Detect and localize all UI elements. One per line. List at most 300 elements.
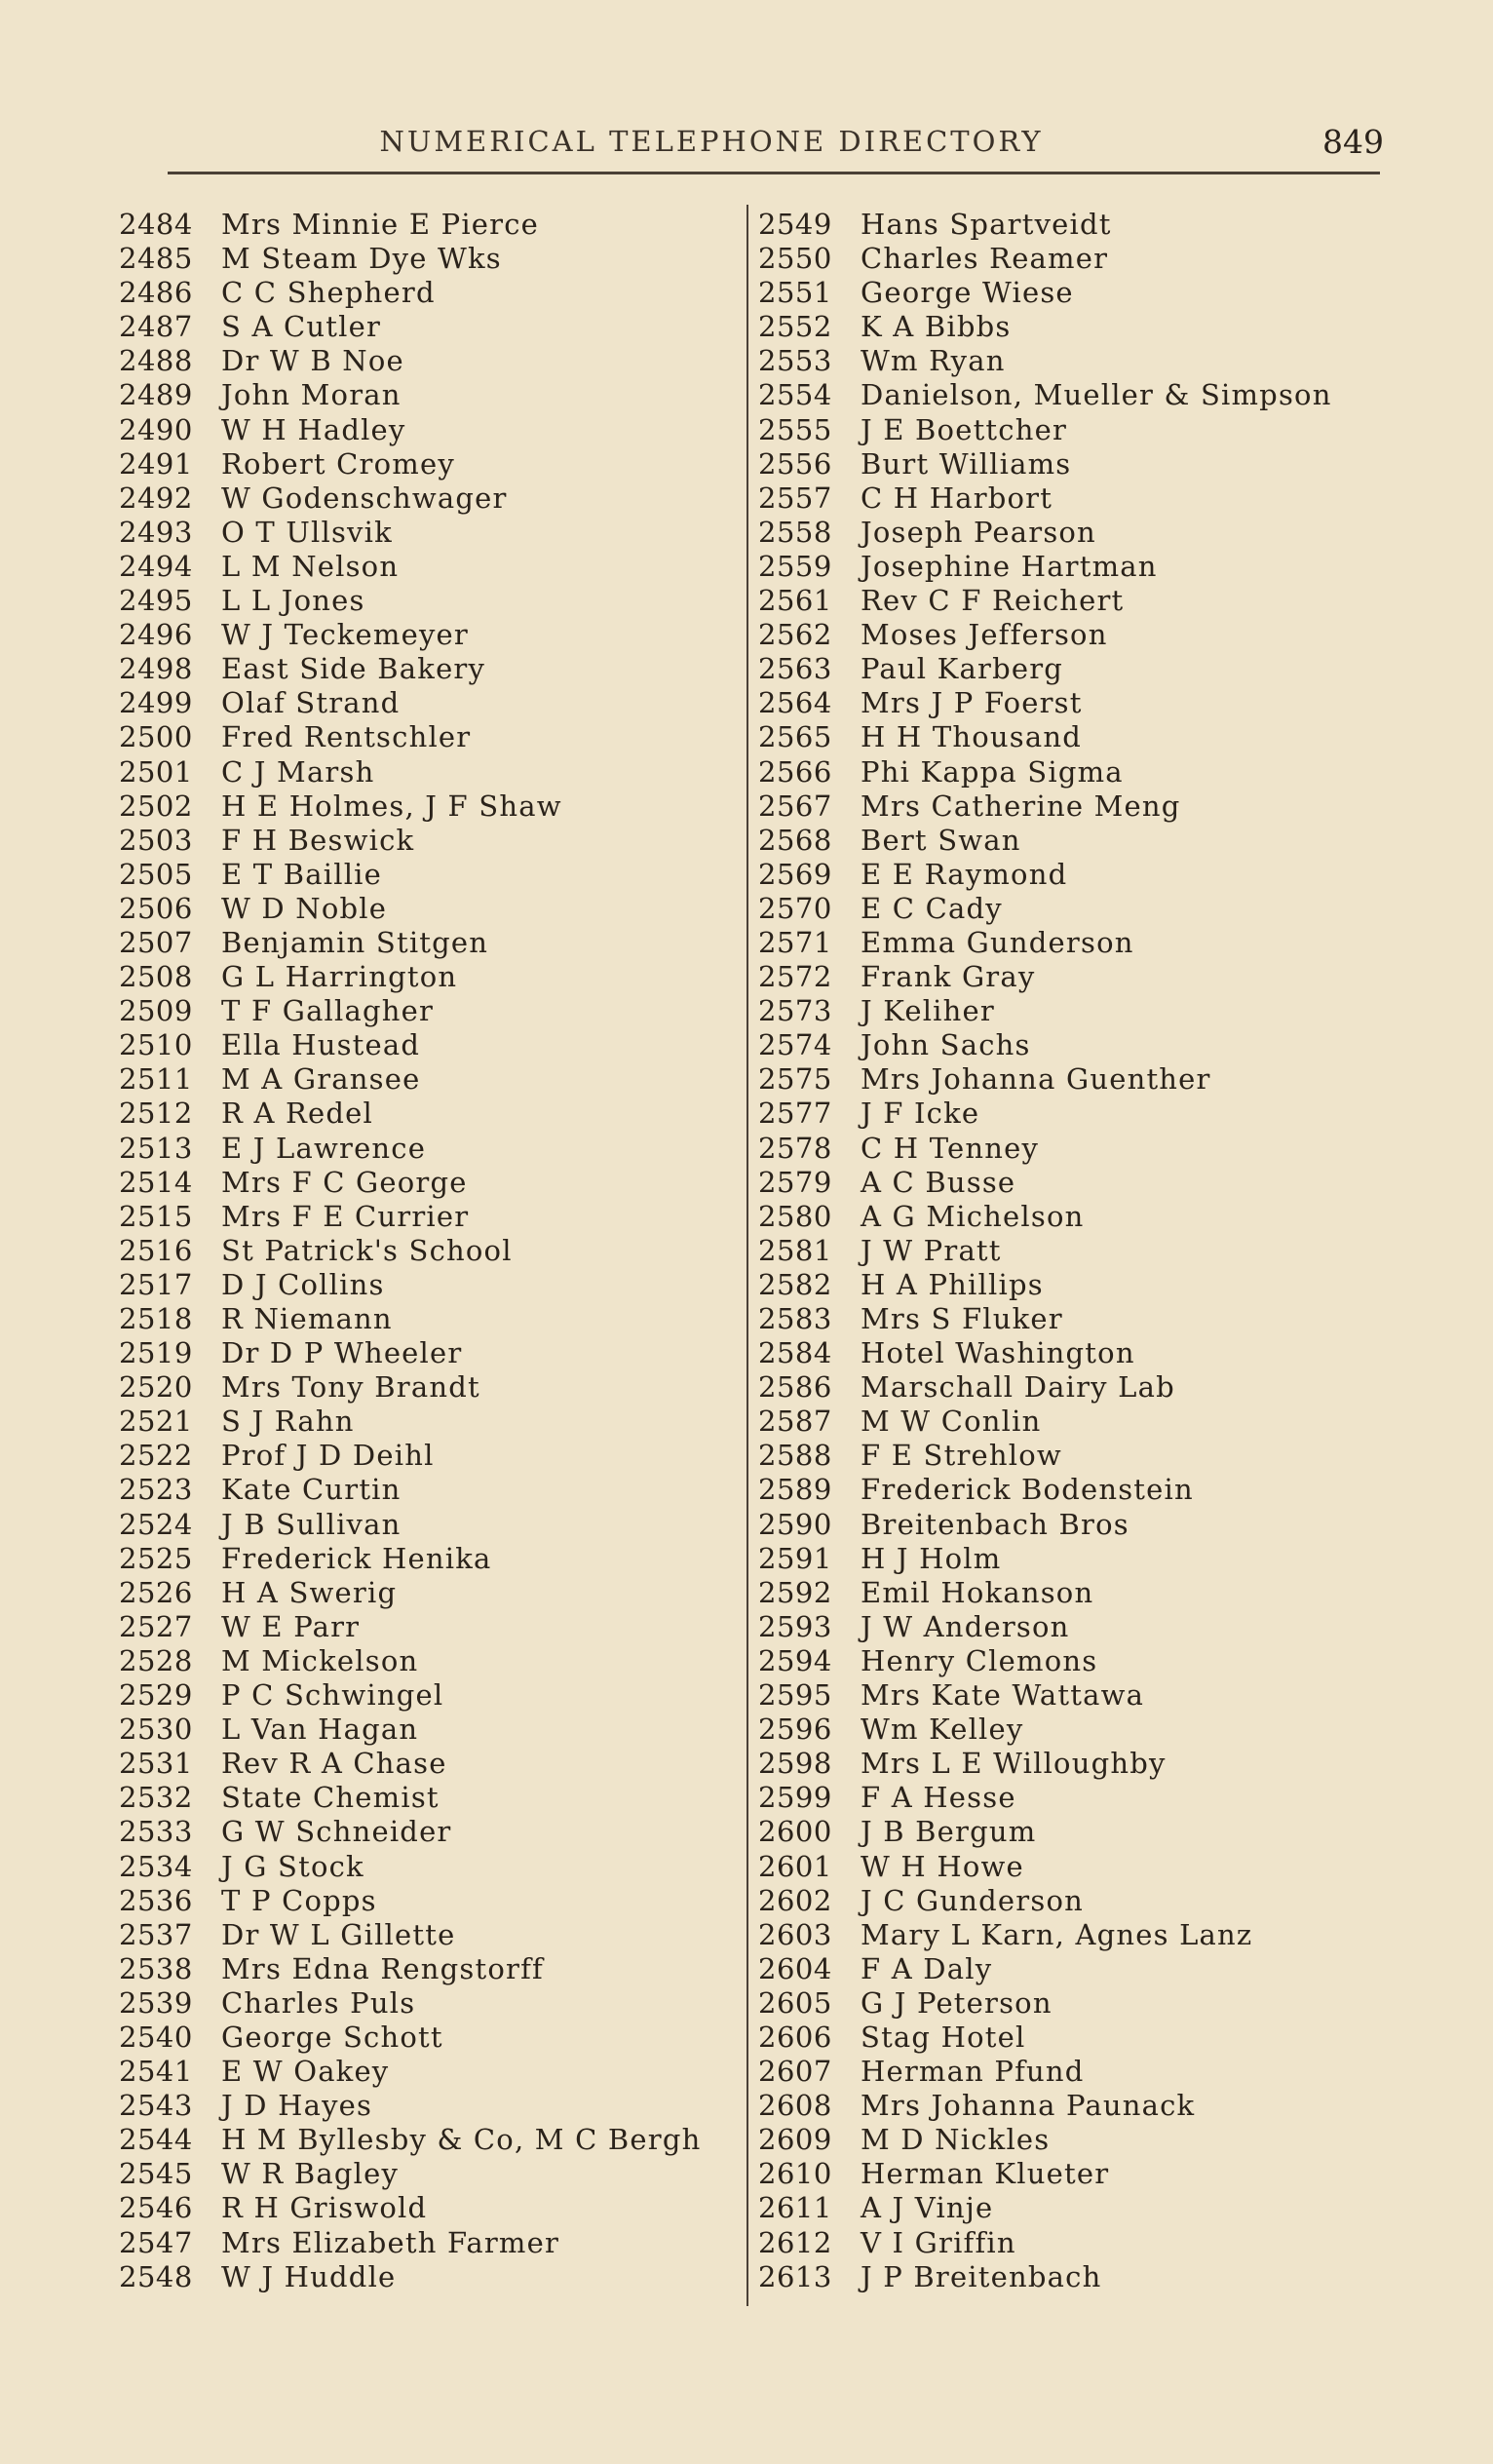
phone-number: 2606: [758, 2020, 832, 2054]
subscriber-name: Hans Spartveidt: [861, 208, 1112, 241]
directory-entry: [119, 1097, 731, 1131]
phone-number: 2539: [119, 1985, 193, 2020]
phone-number: 2507: [119, 925, 193, 959]
phone-number: 2485: [119, 242, 193, 276]
subscriber-name: Josephine Hartman: [861, 549, 1158, 583]
directory-entry: [758, 1952, 1401, 1986]
phone-number: 2613: [758, 2259, 832, 2293]
phone-number: 2505: [119, 857, 193, 891]
directory-entry: [758, 1884, 1401, 1918]
subscriber-name: J W Pratt: [861, 1233, 1002, 1267]
directory-entry: [758, 276, 1401, 310]
directory-entry: [758, 1610, 1401, 1644]
phone-number: 2540: [119, 2020, 193, 2054]
phone-number: 2610: [758, 2157, 832, 2191]
subscriber-name: L M Nelson: [221, 549, 400, 583]
directory-entry: [119, 2260, 731, 2294]
directory-entry: [758, 1200, 1401, 1234]
subscriber-name: H E Holmes, J F Shaw: [221, 789, 562, 823]
phone-number: 2611: [758, 2191, 832, 2225]
directory-entry: [758, 2226, 1401, 2260]
directory-entry: [119, 1405, 731, 1439]
subscriber-name: Wm Ryan: [861, 344, 1006, 378]
phone-number: 2605: [758, 1985, 832, 2020]
directory-entry: [758, 1850, 1401, 1884]
directory-entry: [758, 1302, 1401, 1336]
phone-number: 2587: [758, 1405, 832, 1439]
phone-number: 2493: [119, 515, 193, 549]
directory-entry: [119, 1268, 731, 1302]
phone-number: 2518: [119, 1302, 193, 1335]
directory-entry: [758, 2089, 1401, 2123]
phone-number: 2602: [758, 1883, 832, 1917]
subscriber-name: Robert Cromey: [221, 446, 455, 481]
phone-number: 2517: [119, 1267, 193, 1301]
subscriber-name: Mrs Catherine Meng: [861, 789, 1181, 823]
subscriber-name: E T Baillie: [221, 857, 383, 891]
phone-number: 2603: [758, 1917, 832, 1951]
subscriber-name: Mrs Johanna Paunack: [861, 2089, 1196, 2123]
phone-number: 2599: [758, 1781, 832, 1815]
subscriber-name: George Schott: [221, 2020, 443, 2054]
directory-entry: [119, 1918, 731, 1952]
phone-number: 2538: [119, 1951, 193, 1985]
subscriber-name: Dr W B Noe: [221, 344, 404, 378]
phone-number: 2580: [758, 1199, 832, 1233]
phone-number: 2559: [758, 549, 832, 583]
directory-entry: [119, 2021, 731, 2055]
subscriber-name: J W Anderson: [861, 1609, 1070, 1643]
subscriber-name: J D Hayes: [221, 2089, 373, 2123]
phone-number: 2578: [758, 1131, 832, 1165]
phone-number: 2593: [758, 1609, 832, 1643]
phone-number: 2569: [758, 857, 832, 891]
phone-number: 2520: [119, 1370, 193, 1405]
directory-entry: [119, 2226, 731, 2260]
phone-number: 2512: [119, 1097, 193, 1131]
phone-number: 2590: [758, 1507, 832, 1541]
subscriber-name: J B Bergum: [861, 1815, 1037, 1849]
subscriber-name: M D Nickles: [861, 2123, 1051, 2157]
subscriber-name: O T Ullsvik: [221, 515, 393, 549]
directory-entry: [119, 755, 731, 789]
phone-number: 2530: [119, 1713, 193, 1747]
phone-number: 2592: [758, 1575, 832, 1609]
phone-number: 2557: [758, 481, 832, 515]
phone-number: 2575: [758, 1062, 832, 1097]
phone-number: 2584: [758, 1336, 832, 1370]
phone-number: 2545: [119, 2157, 193, 2191]
subscriber-name: M W Conlin: [861, 1405, 1042, 1439]
subscriber-name: Danielson, Mueller & Simpson: [861, 378, 1332, 412]
directory-entry: [119, 413, 731, 447]
phone-number: 2547: [119, 2225, 193, 2259]
phone-number: 2541: [119, 2055, 193, 2089]
subscriber-name: St Patrick's School: [221, 1233, 513, 1267]
phone-number: 2496: [119, 618, 193, 652]
directory-entry: [119, 1336, 731, 1370]
subscriber-name: G W Schneider: [221, 1815, 452, 1849]
phone-number: 2609: [758, 2123, 832, 2157]
phone-number: 2608: [758, 2089, 832, 2123]
phone-number: 2589: [758, 1473, 832, 1507]
directory-entry: [119, 1200, 731, 1234]
phone-number: 2563: [758, 652, 832, 686]
directory-entry: [758, 1815, 1401, 1849]
directory-entry: [119, 1473, 731, 1507]
directory-entry: [119, 1439, 731, 1473]
subscriber-name: Mrs Edna Rengstorff: [221, 1951, 544, 1985]
phone-number: 2506: [119, 891, 193, 925]
directory-entry: [119, 550, 731, 584]
subscriber-name: C H Tenney: [861, 1131, 1040, 1165]
directory-entry: [758, 1166, 1401, 1200]
subscriber-name: Mrs L E Willoughby: [861, 1747, 1167, 1781]
directory-entry: [758, 208, 1401, 242]
directory-entry: [758, 584, 1401, 618]
directory-entry: [758, 789, 1401, 824]
directory-entry: [119, 242, 731, 276]
directory-entry: [119, 686, 731, 720]
directory-entry: [119, 892, 731, 926]
directory-entry: [119, 2055, 731, 2089]
directory-entry: [758, 1234, 1401, 1268]
subscriber-name: J C Gunderson: [861, 1883, 1084, 1917]
phone-number: 2509: [119, 994, 193, 1028]
right-column: [758, 208, 1401, 2294]
phone-number: 2489: [119, 378, 193, 412]
phone-number: 2503: [119, 823, 193, 857]
directory-entry: [119, 1713, 731, 1747]
phone-number: 2508: [119, 960, 193, 994]
subscriber-name: W R Bagley: [221, 2157, 400, 2191]
subscriber-name: H H Thousand: [861, 720, 1082, 754]
subscriber-name: Stag Hotel: [861, 2020, 1026, 2054]
subscriber-name: Dr D P Wheeler: [221, 1336, 463, 1370]
phone-number: 2522: [119, 1439, 193, 1473]
directory-entry: [758, 2157, 1401, 2191]
subscriber-name: W E Parr: [221, 1609, 361, 1643]
subscriber-name: F E Strehlow: [861, 1439, 1062, 1473]
phone-number: 2577: [758, 1097, 832, 1131]
directory-entry: [758, 1132, 1401, 1166]
subscriber-name: J Keliher: [861, 994, 995, 1028]
subscriber-name: Mrs Minnie E Pierce: [221, 208, 540, 241]
subscriber-name: John Moran: [221, 378, 402, 412]
subscriber-name: W H Howe: [861, 1849, 1024, 1883]
directory-entry: [758, 1097, 1401, 1131]
directory-entry: [758, 1336, 1401, 1370]
subscriber-name: John Sachs: [861, 1028, 1031, 1062]
directory-entry: [758, 413, 1401, 447]
directory-entry: [119, 1370, 731, 1405]
subscriber-name: Benjamin Stitgen: [221, 925, 489, 959]
phone-number: 2529: [119, 1678, 193, 1713]
directory-entry: [119, 1610, 731, 1644]
phone-number: 2515: [119, 1199, 193, 1233]
subscriber-name: Wm Kelley: [861, 1713, 1024, 1747]
directory-entry: [758, 755, 1401, 789]
phone-number: 2511: [119, 1062, 193, 1097]
directory-entry: [119, 1850, 731, 1884]
subscriber-name: Fred Rentschler: [221, 720, 472, 754]
left-column: [119, 208, 731, 2294]
subscriber-name: W J Teckemeyer: [221, 618, 469, 652]
directory-entry: [119, 344, 731, 378]
directory-entry: [758, 1986, 1401, 2021]
phone-number: 2579: [758, 1165, 832, 1199]
page-number: 849: [1322, 123, 1384, 161]
phone-number: 2484: [119, 208, 193, 241]
subscriber-name: H A Swerig: [221, 1575, 398, 1609]
phone-number: 2488: [119, 344, 193, 378]
phone-number: 2499: [119, 686, 193, 720]
phone-number: 2561: [758, 584, 832, 618]
phone-number: 2607: [758, 2055, 832, 2089]
subscriber-name: J E Boettcher: [861, 412, 1068, 446]
directory-entry: [758, 2021, 1401, 2055]
directory-entry: [119, 858, 731, 892]
subscriber-name: Frank Gray: [861, 960, 1036, 994]
directory-entry: [758, 550, 1401, 584]
subscriber-name: L Van Hagan: [221, 1713, 419, 1747]
subscriber-name: D J Collins: [221, 1267, 385, 1301]
directory-entry: [758, 1781, 1401, 1815]
directory-entry: [119, 1781, 731, 1815]
subscriber-name: Moses Jefferson: [861, 618, 1108, 652]
subscriber-name: George Wiese: [861, 276, 1074, 310]
subscriber-name: S A Cutler: [221, 310, 382, 344]
phone-number: 2595: [758, 1678, 832, 1713]
phone-number: 2492: [119, 481, 193, 515]
subscriber-name: Charles Reamer: [861, 242, 1109, 276]
subscriber-name: Henry Clemons: [861, 1643, 1098, 1677]
phone-number: 2573: [758, 994, 832, 1028]
subscriber-name: E W Oakey: [221, 2055, 390, 2089]
phone-number: 2528: [119, 1643, 193, 1677]
subscriber-name: W Godenschwager: [221, 481, 508, 515]
subscriber-name: T P Copps: [221, 1883, 377, 1917]
phone-number: 2490: [119, 412, 193, 446]
subscriber-name: W D Noble: [221, 891, 388, 925]
phone-number: 2524: [119, 1507, 193, 1541]
directory-entry: [119, 1166, 731, 1200]
phone-number: 2612: [758, 2225, 832, 2259]
subscriber-name: Hotel Washington: [861, 1336, 1135, 1370]
subscriber-name: Herman Klueter: [861, 2157, 1110, 2191]
directory-entry: [758, 378, 1401, 412]
directory-entry: [119, 618, 731, 652]
phone-number: 2526: [119, 1575, 193, 1609]
subscriber-name: A C Busse: [861, 1165, 1016, 1199]
subscriber-name: Bert Swan: [861, 823, 1021, 857]
directory-entry: [758, 652, 1401, 686]
subscriber-name: A J Vinje: [861, 2191, 994, 2225]
directory-entry: [119, 2191, 731, 2225]
subscriber-name: East Side Bakery: [221, 652, 486, 686]
phone-number: 2558: [758, 515, 832, 549]
phone-number: 2513: [119, 1131, 193, 1165]
phone-number: 2596: [758, 1713, 832, 1747]
directory-entry: [119, 1884, 731, 1918]
directory-entry: [119, 1576, 731, 1610]
phone-number: 2583: [758, 1302, 832, 1335]
directory-entry: [758, 1918, 1401, 1952]
subscriber-name: J B Sullivan: [221, 1507, 402, 1541]
phone-number: 2537: [119, 1917, 193, 1951]
phone-number: 2501: [119, 754, 193, 789]
directory-entry: [119, 2157, 731, 2191]
subscriber-name: F H Beswick: [221, 823, 415, 857]
subscriber-name: Olaf Strand: [221, 686, 401, 720]
phone-number: 2514: [119, 1165, 193, 1199]
subscriber-name: R A Redel: [221, 1097, 374, 1131]
directory-entry: [758, 926, 1401, 960]
directory-entry: [119, 378, 731, 412]
directory-entry: [119, 960, 731, 994]
subscriber-name: Mrs Kate Wattawa: [861, 1678, 1145, 1713]
phone-number: 2553: [758, 344, 832, 378]
subscriber-name: E E Raymond: [861, 857, 1068, 891]
directory-entry: [119, 310, 731, 344]
directory-entry: [758, 1747, 1401, 1781]
directory-entry: [758, 960, 1401, 994]
subscriber-name: K A Bibbs: [861, 310, 1012, 344]
directory-entry: [758, 481, 1401, 516]
phone-number: 2527: [119, 1609, 193, 1643]
subscriber-name: Mrs S Fluker: [861, 1302, 1063, 1335]
phone-number: 2554: [758, 378, 832, 412]
phone-number: 2498: [119, 652, 193, 686]
subscriber-name: E J Lawrence: [221, 1131, 427, 1165]
subscriber-name: R Niemann: [221, 1302, 393, 1335]
phone-number: 2543: [119, 2089, 193, 2123]
directory-entry: [758, 344, 1401, 378]
directory-entry: [758, 720, 1401, 754]
phone-number: 2586: [758, 1370, 832, 1405]
phone-number: 2588: [758, 1439, 832, 1473]
directory-entry: [119, 276, 731, 310]
subscriber-name: Rev C F Reichert: [861, 584, 1125, 618]
subscriber-name: C J Marsh: [221, 754, 375, 789]
subscriber-name: Mrs J P Foerst: [861, 686, 1083, 720]
subscriber-name: H J Holm: [861, 1541, 1002, 1575]
column-divider: [746, 205, 748, 2306]
subscriber-name: Burt Williams: [861, 446, 1072, 481]
subscriber-name: M A Gransee: [221, 1062, 421, 1097]
directory-entry: [758, 1370, 1401, 1405]
phone-number: 2532: [119, 1781, 193, 1815]
subscriber-name: Prof J D Deihl: [221, 1439, 435, 1473]
phone-number: 2487: [119, 310, 193, 344]
phone-number: 2552: [758, 310, 832, 344]
directory-entry: [758, 2055, 1401, 2089]
phone-number: 2571: [758, 925, 832, 959]
directory-entry: [758, 516, 1401, 550]
subscriber-name: Joseph Pearson: [861, 515, 1096, 549]
directory-entry: [758, 858, 1401, 892]
phone-number: 2491: [119, 446, 193, 481]
directory-entry: [758, 1644, 1401, 1678]
phone-number: 2521: [119, 1405, 193, 1439]
subscriber-name: F A Hesse: [861, 1781, 1016, 1815]
directory-entry: [758, 447, 1401, 481]
directory-entry: [758, 1028, 1401, 1062]
subscriber-name: G J Peterson: [861, 1985, 1053, 2020]
phone-number: 2574: [758, 1028, 832, 1062]
phone-number: 2570: [758, 891, 832, 925]
subscriber-name: M Mickelson: [221, 1643, 419, 1677]
subscriber-name: Marschall Dairy Lab: [861, 1370, 1175, 1405]
subscriber-name: A G Michelson: [861, 1199, 1085, 1233]
directory-entry: [119, 516, 731, 550]
phone-number: 2555: [758, 412, 832, 446]
subscriber-name: Paul Karberg: [861, 652, 1064, 686]
directory-entry: [758, 1713, 1401, 1747]
directory-entry: [758, 1439, 1401, 1473]
directory-entry: [758, 1473, 1401, 1507]
subscriber-name: R H Griswold: [221, 2191, 428, 2225]
subscriber-name: Mrs Johanna Guenther: [861, 1062, 1211, 1097]
phone-number: 2591: [758, 1541, 832, 1575]
phone-number: 2566: [758, 754, 832, 789]
phone-number: 2546: [119, 2191, 193, 2225]
phone-number: 2581: [758, 1233, 832, 1267]
directory-entry: [119, 1028, 731, 1062]
subscriber-name: Mrs Tony Brandt: [221, 1370, 480, 1405]
subscriber-name: P C Schwingel: [221, 1678, 444, 1713]
subscriber-name: W J Huddle: [221, 2259, 397, 2293]
page-header: [166, 125, 1384, 164]
directory-entry: [119, 994, 731, 1028]
directory-entry: [119, 1747, 731, 1781]
phone-number: 2534: [119, 1849, 193, 1883]
phone-number: 2549: [758, 208, 832, 241]
phone-number: 2556: [758, 446, 832, 481]
phone-number: 2510: [119, 1028, 193, 1062]
directory-entry: [119, 1678, 731, 1713]
directory-entry: [758, 1268, 1401, 1302]
directory-entry: [119, 720, 731, 754]
directory-entry: [758, 2191, 1401, 2225]
subscriber-name: H A Phillips: [861, 1267, 1044, 1301]
page-title: NUMERICAL TELEPHONE DIRECTORY: [379, 125, 1044, 158]
phone-number: 2523: [119, 1473, 193, 1507]
subscriber-name: Herman Pfund: [861, 2055, 1085, 2089]
phone-number: 2567: [758, 789, 832, 823]
subscriber-name: Mary L Karn, Agnes Lanz: [861, 1917, 1253, 1951]
phone-number: 2551: [758, 276, 832, 310]
subscriber-name: Breitenbach Bros: [861, 1507, 1129, 1541]
phone-number: 2495: [119, 584, 193, 618]
subscriber-name: Rev R A Chase: [221, 1747, 447, 1781]
phone-number: 2582: [758, 1267, 832, 1301]
directory-entry: [758, 824, 1401, 858]
subscriber-name: C C Shepherd: [221, 276, 436, 310]
phone-number: 2533: [119, 1815, 193, 1849]
phone-number: 2562: [758, 618, 832, 652]
phone-number: 2536: [119, 1883, 193, 1917]
directory-entry: [758, 892, 1401, 926]
subscriber-name: T F Gallagher: [221, 994, 435, 1028]
subscriber-name: Frederick Henika: [221, 1541, 492, 1575]
subscriber-name: M Steam Dye Wks: [221, 242, 502, 276]
directory-entry: [758, 1405, 1401, 1439]
directory-entry: [119, 652, 731, 686]
directory-entry: [119, 1062, 731, 1097]
directory-entry: [119, 824, 731, 858]
subscriber-name: Charles Puls: [221, 1985, 416, 2020]
